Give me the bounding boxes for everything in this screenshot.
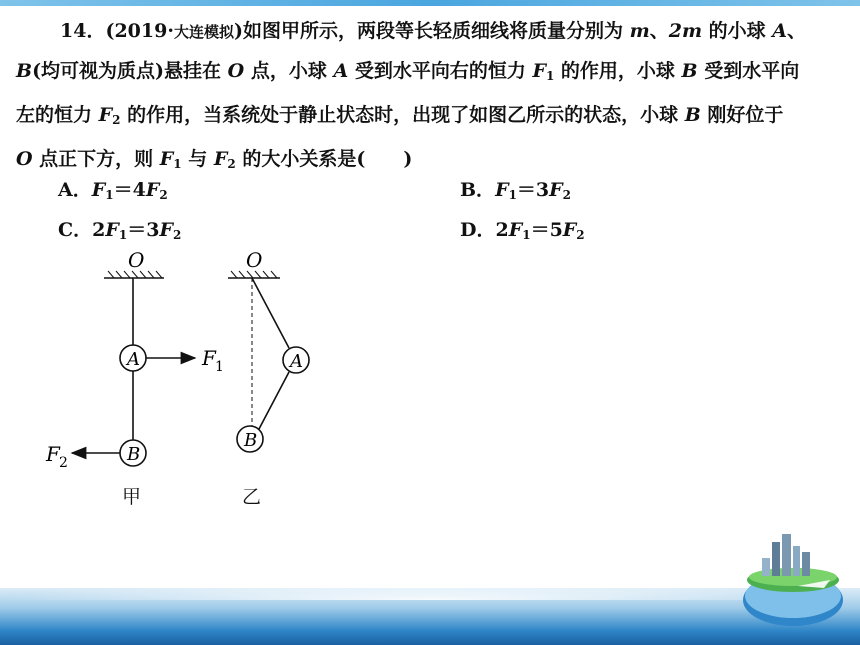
fig2-ball-b-label: B bbox=[244, 430, 258, 451]
fig2-ceiling bbox=[228, 271, 280, 278]
fig2-string-ab bbox=[259, 372, 289, 429]
fig2-string-oa bbox=[252, 278, 289, 348]
top-accent-bar bbox=[0, 0, 860, 6]
fig1-force-f2-sub: 2 bbox=[59, 455, 68, 471]
option-a[interactable]: A．$F_1=4F_2$ bbox=[58, 179, 168, 202]
fig1-force-f1-label: F bbox=[202, 346, 216, 370]
figures bbox=[0, 240, 340, 510]
fig1-point-o-label: O bbox=[128, 248, 145, 272]
option-c[interactable]: C．$2F_1=3F_2$ bbox=[58, 219, 182, 242]
fig1-ceiling bbox=[104, 271, 164, 278]
figure-2 bbox=[228, 248, 309, 452]
globe-city-icon bbox=[738, 520, 848, 630]
fig1-ball-b-label: B bbox=[127, 444, 141, 465]
fig1-ball-a-label: A bbox=[127, 349, 140, 370]
physics-diagram bbox=[0, 240, 340, 510]
fig1-force-f1-sub: 1 bbox=[215, 359, 224, 375]
fig2-caption: 乙 bbox=[242, 486, 262, 508]
figure-1 bbox=[45, 248, 224, 471]
fig1-force-f2-label: F bbox=[46, 442, 60, 466]
fig2-point-o-label: O bbox=[246, 248, 263, 272]
footer-band bbox=[0, 588, 860, 645]
option-b[interactable]: B．$F_1=3F_2$ bbox=[460, 179, 572, 202]
question-number: 14． bbox=[60, 20, 106, 42]
fig1-caption: 甲 bbox=[122, 486, 142, 508]
fig2-ball-a-label: A bbox=[290, 351, 303, 372]
question-text: 14．(2019·大连模拟)如图甲所示，两段等长轻质细线将质量分别为 m、2m 的小球 A、 B(均可视为质点)悬挂在 O 点，小球 A 受到水平向右的恒力 $F_1$ 的作用，小球 B 受到水平向 左的恒力 $F_2$ 的作用，当系统处于静止状态时，出现了如图乙所示的状态，小球 B 刚好位于 O 点正下方，则 $F_1$ 与 $F_2$ 的大小关系是( ) bbox=[16, 20, 807, 171]
question-source: 大连模拟 bbox=[173, 23, 234, 41]
option-d[interactable]: D．$2F_1=5F_2$ bbox=[460, 219, 585, 242]
